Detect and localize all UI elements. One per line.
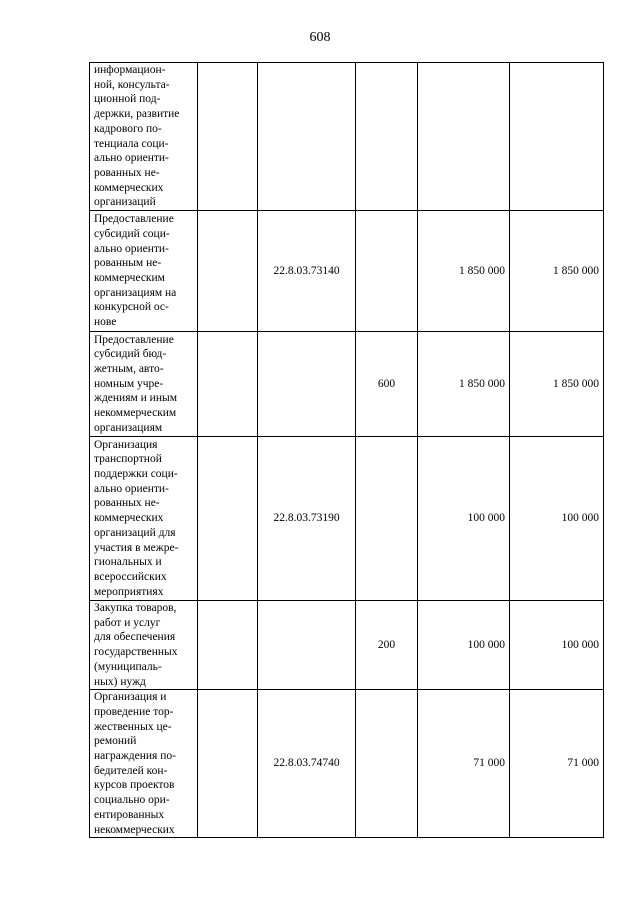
table-row [90,690,604,838]
row-name-cell: Предоставление субсидий соци- ально ориенти- рованным не- коммерческим организациям на конкурсной ос- нове [90,211,198,332]
row-code-cell [258,601,356,690]
row-name-cell: Закупка товаров, работ и услуг для обеспечения государственных (муниципаль- ных) нужд [90,601,198,690]
row-name-cell: Организация транспортной поддержки соци- ально ориенти- рованных не- коммерческих организаций для участия в межре- гиональных и всероссийских мероприятиях [90,437,198,601]
page-number: 608 [309,30,331,45]
row-blank-cell [198,601,258,690]
row-amount-2-cell [510,63,604,211]
budget-table [89,62,604,838]
row-kvr-cell: 600 [356,332,418,437]
table-row [90,332,604,437]
row-code-cell: 22.8.03.73190 [258,437,356,601]
table-row [90,437,604,601]
row-kvr-cell [356,211,418,332]
row-blank-cell [198,211,258,332]
row-code-cell: 22.8.03.74740 [258,690,356,838]
row-kvr-cell [356,437,418,601]
row-blank-cell [198,690,258,838]
table-row [90,63,604,211]
row-amount-1-cell: 1 850 000 [418,211,510,332]
row-kvr-cell [356,63,418,211]
row-amount-2-cell: 100 000 [510,601,604,690]
row-name-cell: Организация и проведение тор- жественных це- ремоний награждения по- бедителей кон- курсов проектов социально ори- ентированных некоммерческих [90,690,198,838]
row-amount-2-cell: 1 850 000 [510,332,604,437]
row-code-cell: 22.8.03.73140 [258,211,356,332]
row-blank-cell [198,437,258,601]
row-name-cell: информацион- ной, консульта- ционной под- держки, развитие кадрового по- тенциала соци- ально ориенти- рованных не- коммерческих организаций [90,63,198,211]
row-amount-1-cell: 100 000 [418,601,510,690]
row-kvr-cell [356,690,418,838]
table-row [90,601,604,690]
row-blank-cell [198,332,258,437]
row-amount-2-cell: 100 000 [510,437,604,601]
row-code-cell [258,63,356,211]
row-amount-1-cell: 1 850 000 [418,332,510,437]
row-kvr-cell: 200 [356,601,418,690]
row-amount-2-cell: 1 850 000 [510,211,604,332]
row-amount-2-cell: 71 000 [510,690,604,838]
row-amount-1-cell [418,63,510,211]
row-amount-1-cell: 71 000 [418,690,510,838]
row-amount-1-cell: 100 000 [418,437,510,601]
row-blank-cell [198,63,258,211]
row-code-cell [258,332,356,437]
row-name-cell: Предоставление субсидий бюд- жетным, авто- номным учре- ждениям и иным некоммерческим организациям [90,332,198,437]
table-row [90,211,604,332]
